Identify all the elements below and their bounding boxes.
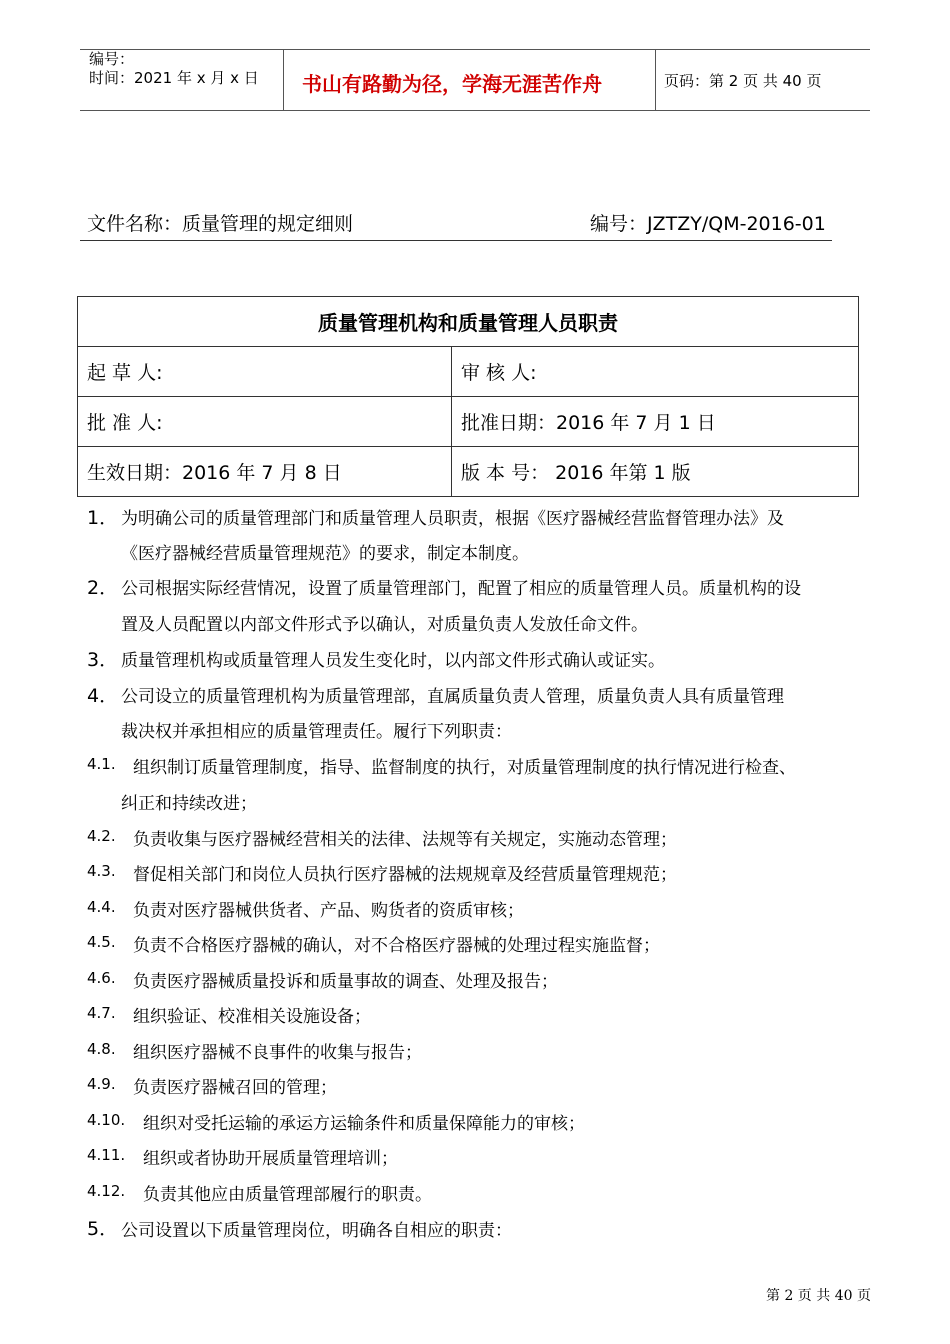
subitem-text: 组织医疗器械不良事件的收集与报告； [133, 1043, 422, 1063]
header-number-label: 编号： [89, 50, 135, 68]
header-time-label: 时间：2021 年 x 月 x 日 [89, 69, 259, 87]
subitem-number: 4.11. [87, 1146, 126, 1164]
subitem-text: 组织对受托运输的承运方运输条件和质量保障能力的审核； [143, 1114, 585, 1134]
item-text: 裁决权并承担相应的质量管理责任。履行下列职责： [121, 722, 512, 742]
subitem-number: 4.4. [87, 898, 116, 916]
subitem-text: 组织制订质量管理制度，指导、监督制度的执行，对质量管理制度的执行情况进行检查、 [133, 758, 796, 778]
reviewer-cell: 审 核 人: [452, 347, 859, 397]
subitem-text: 督促相关部门和岗位人员执行医疗器械的法规规章及经营质量管理规范； [133, 865, 677, 885]
document-info-table [77, 296, 859, 497]
effective-date-cell: 生效日期：2016 年 7 月 8 日 [78, 447, 452, 497]
document-rule [80, 240, 832, 241]
subitem-number: 4.10. [87, 1111, 126, 1129]
subitem-number: 4.8. [87, 1040, 116, 1058]
item-text: 质量管理机构或质量管理人员发生变化时，以内部文件形式确认或证实。 [121, 651, 665, 671]
item-number: 1． [87, 507, 119, 529]
subitem-text: 负责医疗器械召回的管理； [133, 1078, 337, 1098]
file-name: 文件名称：质量管理的规定细则 [87, 213, 354, 235]
item-text: 公司设立的质量管理机构为质量管理部，直属质量负责人管理，质量负责人具有质量管理 [121, 687, 784, 707]
subitem-number: 4.9. [87, 1075, 116, 1093]
drafter-cell: 起 草 人: [78, 347, 452, 397]
subitem-text: 纠正和持续改进； [121, 794, 257, 814]
subitem-text: 组织验证、校准相关设施设备； [133, 1007, 371, 1027]
subitem-number: 4.6. [87, 969, 116, 987]
item-text: 置及人员配置以内部文件形式予以确认，对质量负责人发放任命文件。 [121, 615, 648, 635]
item-text: 公司根据实际经营情况，设置了质量管理部门，配置了相应的质量管理人员。质量机构的设 [121, 579, 801, 599]
subitem-text: 负责收集与医疗器械经营相关的法律、法规等有关规定，实施动态管理； [133, 830, 677, 850]
item-number: 3． [87, 649, 119, 671]
subitem-text: 负责其他应由质量管理部履行的职责。 [143, 1185, 432, 1205]
approval-date-cell: 批准日期：2016 年 7 月 1 日 [452, 397, 859, 447]
item-number: 4． [87, 685, 119, 707]
approver-cell: 批 准 人: [78, 397, 452, 447]
subitem-number: 4.3. [87, 862, 116, 880]
subitem-number: 4.12. [87, 1182, 126, 1200]
item-text: 为明确公司的质量管理部门和质量管理人员职责，根据《医疗器械经营监督管理办法》及 [121, 509, 784, 529]
header-divider-left [283, 49, 284, 111]
subitem-text: 组织或者协助开展质量管理培训； [143, 1149, 398, 1169]
subitem-number: 4.1. [87, 755, 116, 773]
header-motto: 书山有路勤为径，学海无涯苦作舟 [302, 72, 602, 96]
item-text: 《医疗器械经营质量管理规范》的要求，制定本制度。 [121, 544, 529, 564]
subitem-number: 4.5. [87, 933, 116, 951]
header-bottom-rule [80, 110, 870, 111]
header-page-info: 页码：第 2 页 共 40 页 [664, 72, 822, 90]
subitem-text: 负责不合格医疗器械的确认，对不合格医疗器械的处理过程实施监督； [133, 936, 660, 956]
header-divider-right [655, 49, 656, 111]
document-number: 编号：JZTZY/QM-2016-01 [590, 213, 826, 235]
item-number: 2． [87, 577, 119, 599]
footer-page-info: 第 2 页 共 40 页 [766, 1288, 871, 1304]
header-top-rule [80, 49, 870, 50]
subitem-text: 负责对医疗器械供货者、产品、购货者的资质审核； [133, 901, 524, 921]
item-number: 5． [87, 1218, 119, 1240]
subitem-text: 负责医疗器械质量投诉和质量事故的调查、处理及报告； [133, 972, 558, 992]
item-text: 公司设置以下质量管理岗位，明确各自相应的职责： [121, 1221, 512, 1241]
table-title: 质量管理机构和质量管理人员职责 [78, 297, 859, 347]
subitem-number: 4.7. [87, 1004, 116, 1022]
subitem-number: 4.2. [87, 827, 116, 845]
version-cell: 版 本 号： 2016 年第 1 版 [452, 447, 859, 497]
